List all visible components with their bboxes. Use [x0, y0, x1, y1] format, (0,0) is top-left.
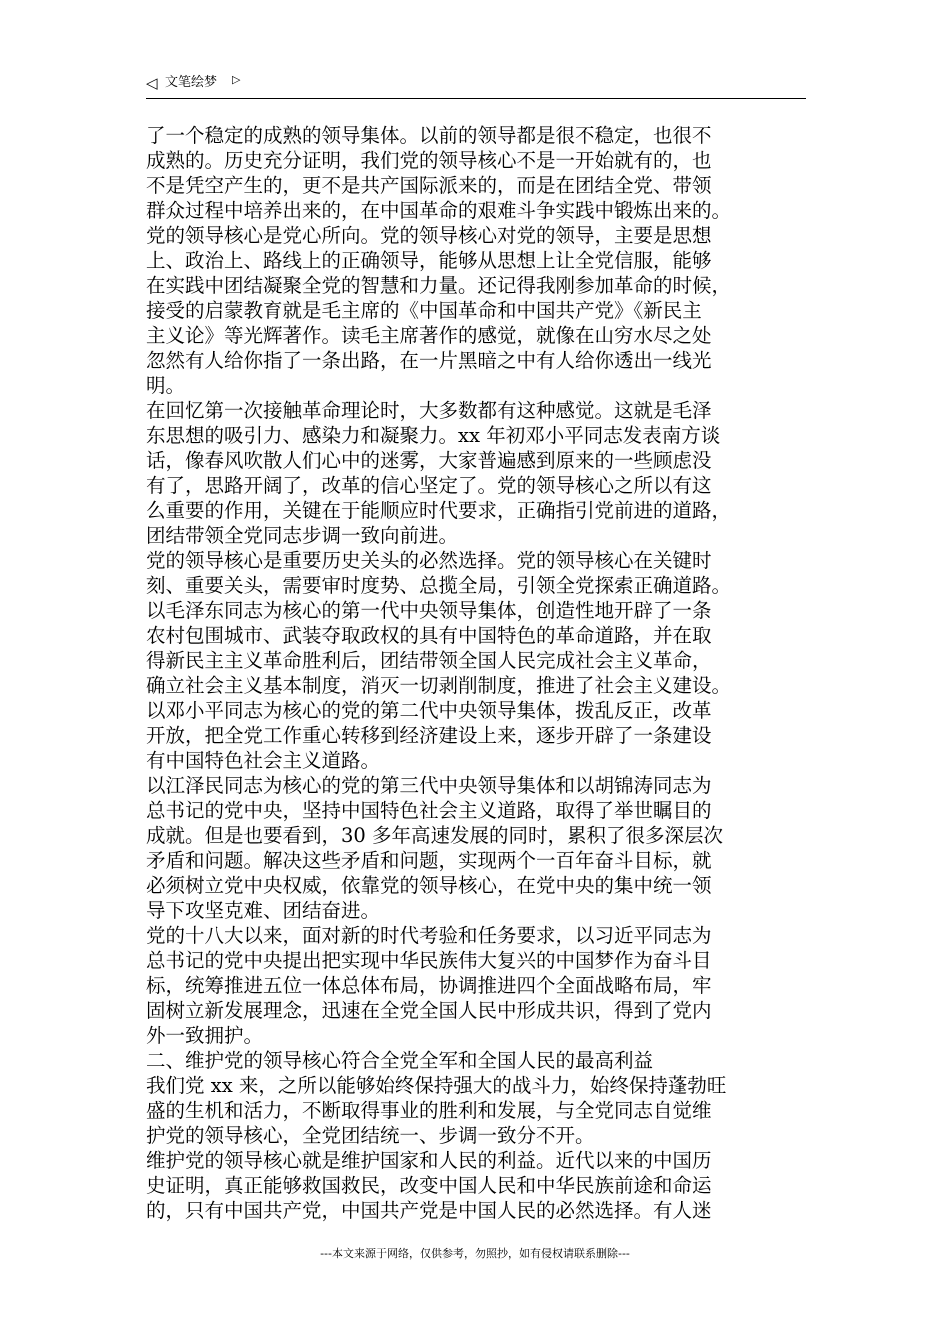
text-line: 党的领导核心是重要历史关头的必然选择。党的领导核心在关键时 — [146, 549, 712, 572]
text-line: 在回忆第一次接触革命理论时，大多数都有这种感觉。这就是毛泽 — [146, 399, 712, 422]
footer-disclaimer: ---本文来源于网络，仅供参考，勿照抄，如有侵权请联系删除--- — [320, 1247, 630, 1260]
text-line: 有中国特色社会主义道路。 — [146, 749, 381, 772]
text-line: 东思想的吸引力、感染力和凝聚力。xx 年初邓小平同志发表南方谈 — [146, 424, 721, 447]
text-line: 有了，思路开阔了，改革的信心坚定了。党的领导核心之所以有这 — [146, 474, 712, 497]
text-line: 确立社会主义基本制度，消灭一切剥削制度，推进了社会主义建设。 — [146, 674, 732, 697]
text-line: 必须树立党中央权威，依靠党的领导核心，在党中央的集中统一领 — [146, 874, 712, 897]
text-line: 成就。但是也要看到，30 多年高速发展的同时，累积了很多深层次 — [146, 824, 724, 847]
text-line: 维护党的领导核心就是维护国家和人民的利益。近代以来的中国历 — [146, 1149, 712, 1172]
text-line: 党的十八大以来，面对新的时代考验和任务要求，以习近平同志为 — [146, 924, 712, 947]
text-line: 主义论》等光辉著作。读毛主席著作的感觉，就像在山穷水尽之处 — [146, 324, 712, 347]
text-line: 矛盾和问题。解决这些矛盾和问题，实现两个一百年奋斗目标，就 — [146, 849, 712, 872]
text-line: 得新民主主义革命胜利后，团结带领全国人民完成社会主义革命， — [146, 649, 712, 672]
text-line: 接受的启蒙教育就是毛主席的《中国革命和中国共产党》《新民主 — [146, 299, 702, 322]
text-line: 我们党 xx 来，之所以能够始终保持强大的战斗力，始终保持蓬勃旺 — [146, 1074, 727, 1097]
text-line: 党的领导核心是党心所向。党的领导核心对党的领导，主要是思想 — [146, 224, 712, 247]
text-line: 不是凭空产生的，更不是共产国际派来的，而是在团结全党、带领 — [146, 174, 712, 197]
text-line: 固树立新发展理念，迅速在全党全国人民中形成共识，得到了党内 — [146, 999, 712, 1022]
text-line: 成熟的。历史充分证明，我们党的领导核心不是一开始就有的，也 — [146, 149, 712, 172]
text-line: 以江泽民同志为核心的党的第三代中央领导集体和以胡锦涛同志为 — [146, 774, 712, 797]
text-line: 史证明，真正能够救国救民，改变中国人民和中华民族前途和命运 — [146, 1174, 712, 1197]
text-line: 二、维护党的领导核心符合全党全军和全国人民的最高利益 — [146, 1049, 654, 1072]
text-line: 开放，把全党工作重心转移到经济建设上来，逐步开辟了一条建设 — [146, 724, 712, 747]
text-line: 导下攻坚克难、团结奋进。 — [146, 899, 381, 922]
text-line: 盛的生机和活力，不断取得事业的胜利和发展，与全党同志自觉维 — [146, 1099, 712, 1122]
text-line: 护党的领导核心，全党团结统一、步调一致分不开。 — [146, 1124, 595, 1147]
text-line: 忽然有人给你指了一条出路，在一片黑暗之中有人给你透出一线光 — [146, 349, 712, 372]
page-header — [146, 70, 806, 99]
text-line: 农村包围城市、武装夺取政权的具有中国特色的革命道路，并在取 — [146, 624, 712, 647]
text-line: 群众过程中培养出来的，在中国革命的艰难斗争实践中锻炼出来的。 — [146, 199, 732, 222]
right-triangle-icon: ▷ — [232, 73, 241, 86]
left-triangle-icon: ◁ — [146, 74, 158, 92]
text-line: 以邓小平同志为核心的党的第二代中央领导集体，拨乱反正，改革 — [146, 699, 712, 722]
text-line: 总书记的党中央，坚持中国特色社会主义道路，取得了举世瞩目的 — [146, 799, 712, 822]
text-line: 外一致拥护。 — [146, 1024, 264, 1047]
text-line: 么重要的作用，关键在于能顺应时代要求，正确指引党前进的道路， — [146, 499, 732, 522]
text-line: 上、政治上、路线上的正确领导，能够从思想上让全党信服，能够 — [146, 249, 712, 272]
text-line: 了一个稳定的成熟的领导集体。以前的领导都是很不稳定，也很不 — [146, 124, 712, 147]
text-line: 刻、重要关头，需要审时度势、总揽全局，引领全党探索正确道路。 — [146, 574, 732, 597]
document-body — [146, 123, 806, 1223]
text-line: 标，统筹推进五位一体总体布局，协调推进四个全面战略布局，牢 — [146, 974, 712, 997]
header-title: 文笔绘梦 — [165, 75, 218, 90]
text-line: 明。 — [146, 374, 186, 397]
text-line: 以毛泽东同志为核心的第一代中央领导集体，创造性地开辟了一条 — [146, 599, 712, 622]
text-line: 团结带领全党同志步调一致向前进。 — [146, 524, 459, 547]
text-line: 在实践中团结凝聚全党的智慧和力量。还记得我刚参加革命的时候， — [146, 274, 732, 297]
text-line: 的，只有中国共产党，中国共产党是中国人民的必然选择。有人迷 — [146, 1199, 712, 1222]
text-line: 总书记的党中央提出把实现中华民族伟大复兴的中国梦作为奋斗目 — [146, 949, 712, 972]
text-line: 话，像春风吹散人们心中的迷雾，大家普遍感到原来的一些顾虑没 — [146, 449, 712, 472]
